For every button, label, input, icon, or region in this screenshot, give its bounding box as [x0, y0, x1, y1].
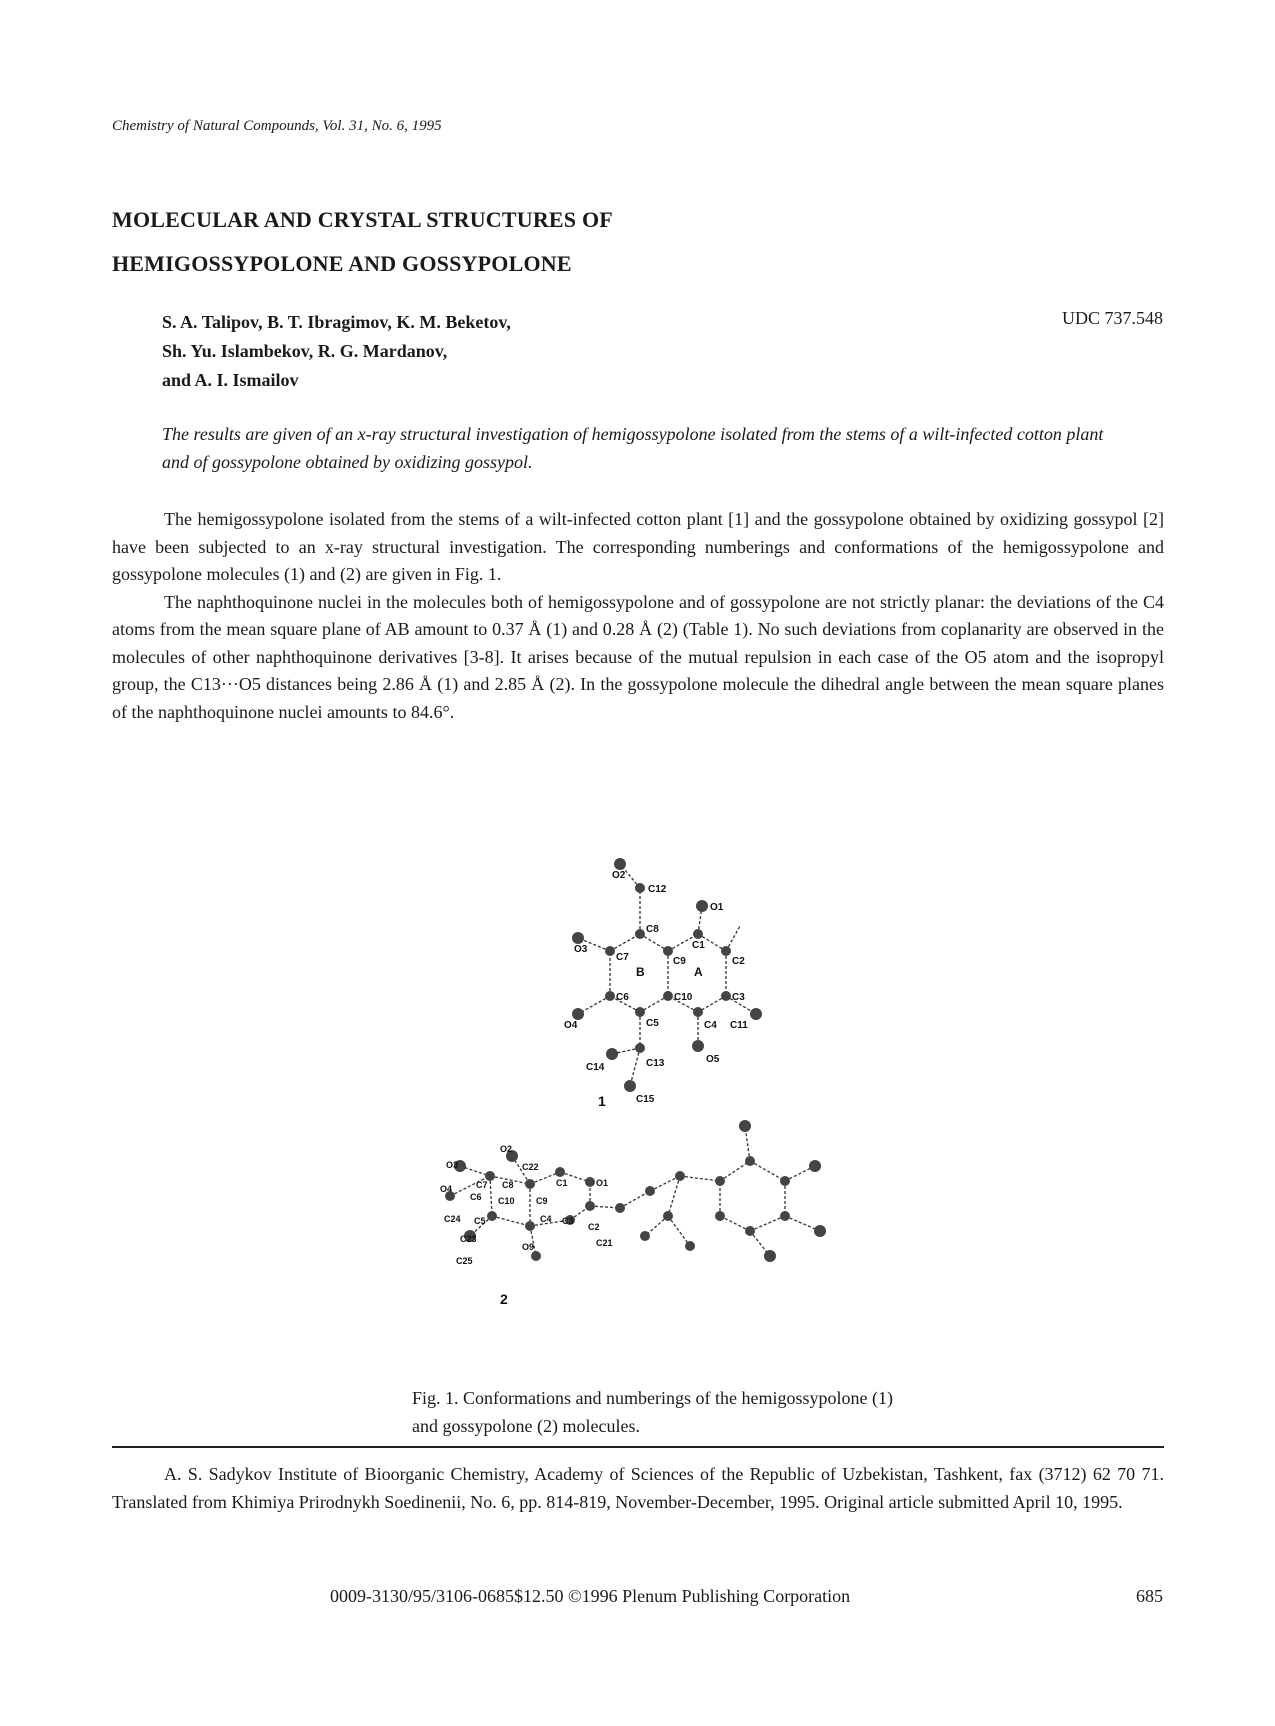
atom-label: C8 — [646, 924, 659, 935]
atom-label: C2 — [588, 1222, 600, 1232]
atom-label: O2 — [612, 870, 626, 881]
title-line-1: MOLECULAR AND CRYSTAL STRUCTURES OF — [112, 207, 613, 232]
atom-label: C5 — [474, 1216, 486, 1226]
author-line: Sh. Yu. Islambekov, R. G. Mardanov, — [162, 341, 448, 361]
atom-label: C4 — [540, 1214, 552, 1224]
atom-label: C14 — [586, 1062, 605, 1073]
ring-label: A — [694, 965, 703, 979]
udc-code: UDC 737.548 — [1061, 308, 1163, 328]
atom-label: O1 — [710, 902, 724, 913]
atom-label: C1 — [556, 1178, 568, 1188]
author-line: and A. I. Ismailov — [162, 370, 299, 390]
atom-label: C9 — [673, 956, 686, 967]
atom-label: C5 — [646, 1018, 659, 1029]
atom-label: C4 — [704, 1020, 717, 1031]
footnote-divider — [112, 1446, 1164, 1448]
atom-label: C7 — [476, 1180, 488, 1190]
atom-label: C22 — [522, 1162, 539, 1172]
molecule-number: 2 — [500, 1291, 508, 1307]
atom-label: O5 — [706, 1054, 720, 1065]
figure-molecules — [440, 836, 860, 1366]
page-number: 685 — [1136, 1586, 1163, 1606]
atom-label: O3 — [446, 1160, 459, 1170]
atom-label: O4 — [440, 1184, 453, 1194]
atom-label: C21 — [596, 1238, 613, 1248]
affiliation-footnote — [112, 1460, 1164, 1516]
atom-label: O1 — [596, 1178, 609, 1188]
atom-label: C24 — [444, 1214, 461, 1224]
atom-label: C6 — [616, 992, 629, 1003]
atom-label: C7 — [616, 952, 629, 963]
article-title — [112, 198, 613, 286]
abstract: The results are given of an x-ray structural investigation of hemigossypolone isolated from the stems of a wilt-infected cotton plant and of gossypolone obtained by oxidizing gossypol. — [162, 424, 1104, 472]
atom-label: C8 — [502, 1180, 514, 1190]
atom-label: C23 — [460, 1234, 477, 1244]
atom-label: O4 — [564, 1020, 578, 1031]
atom-label: C2 — [732, 956, 745, 967]
atom-label: C10 — [498, 1196, 515, 1206]
atom-label: C15 — [636, 1094, 655, 1105]
atom-label: C1 — [692, 940, 705, 951]
paragraph: The hemigossypolone isolated from the stems of a wilt-infected cotton plant [1] and the gossypolone obtained by oxidizing gossypol [2] have been subjected to an x-ray structural investigation. The corresponding numberings and conformations of the hemigossypolone and gossypolone molecules (1) and (2) are given in Fig. 1. — [112, 509, 1164, 584]
atom-label: C25 — [456, 1256, 473, 1266]
atom-label: C13 — [646, 1058, 665, 1069]
molecule-number: 1 — [598, 1093, 606, 1109]
atom-label: C6 — [470, 1192, 482, 1202]
atom-label: C11 — [730, 1020, 748, 1031]
figure-caption: Fig. 1. Conformations and numberings of the hemigossypolone (1) and gossypolone (2) molecules. — [412, 1388, 893, 1436]
atom-label: C3 — [562, 1216, 574, 1226]
copyright-line: 0009-3130/95/3106-0685$12.50 ©1996 Plenum Publishing Corporation — [330, 1586, 851, 1606]
body-text — [112, 506, 1164, 726]
atom-label: C9 — [536, 1196, 548, 1206]
atom-label: O2 — [500, 1144, 513, 1154]
atom-label: O9 — [522, 1242, 535, 1252]
title-line-2: HEMIGOSSYPOLONE AND GOSSYPOLONE — [112, 251, 572, 276]
atom-label: O3 — [574, 944, 588, 955]
atom-label: C10 — [674, 992, 693, 1003]
paragraph: The naphthoquinone nuclei in the molecules both of hemigossypolone and of gossypolone are not strictly planar: the deviations of the C4 atoms from the mean square plane of AB amount to 0.37 Å (1) and 0.28 Å (2) (Table 1). No such deviations from coplanarity are observed in the molecules of other naphthoquinone derivatives [3-8]. It arises because of the mutual repulsion in each case of the O5 atom and the isopropyl group, the C13···O5 distances being 2.86 Å (1) and 2.85 Å (2). In the gossypolone molecule the dihedral angle between the mean square planes of the naphthoquinone nuclei amounts to 84.6°. — [112, 591, 1164, 722]
atom-label: C12 — [648, 884, 667, 895]
author-list — [162, 308, 511, 395]
journal-citation: Chemistry of Natural Compounds, Vol. 31, No. 6, 1995 — [112, 118, 442, 134]
molecule-diagram — [440, 836, 860, 1366]
atom-label: C3 — [732, 992, 745, 1003]
ring-label: B — [636, 965, 645, 979]
affiliation-text: A. S. Sadykov Institute of Bioorganic Chemistry, Academy of Sciences of the Republic of Uzbekistan, Tashkent, fax (3712) 62 70 71. Translated from Khimiya Prirodnykh Soedinenii, No. 6, pp. 814-819, November-December, 1995. Original article submitted April 10, 1995. — [112, 1464, 1164, 1512]
author-line: S. A. Talipov, B. T. Ibragimov, K. M. Beketov, — [162, 312, 511, 332]
